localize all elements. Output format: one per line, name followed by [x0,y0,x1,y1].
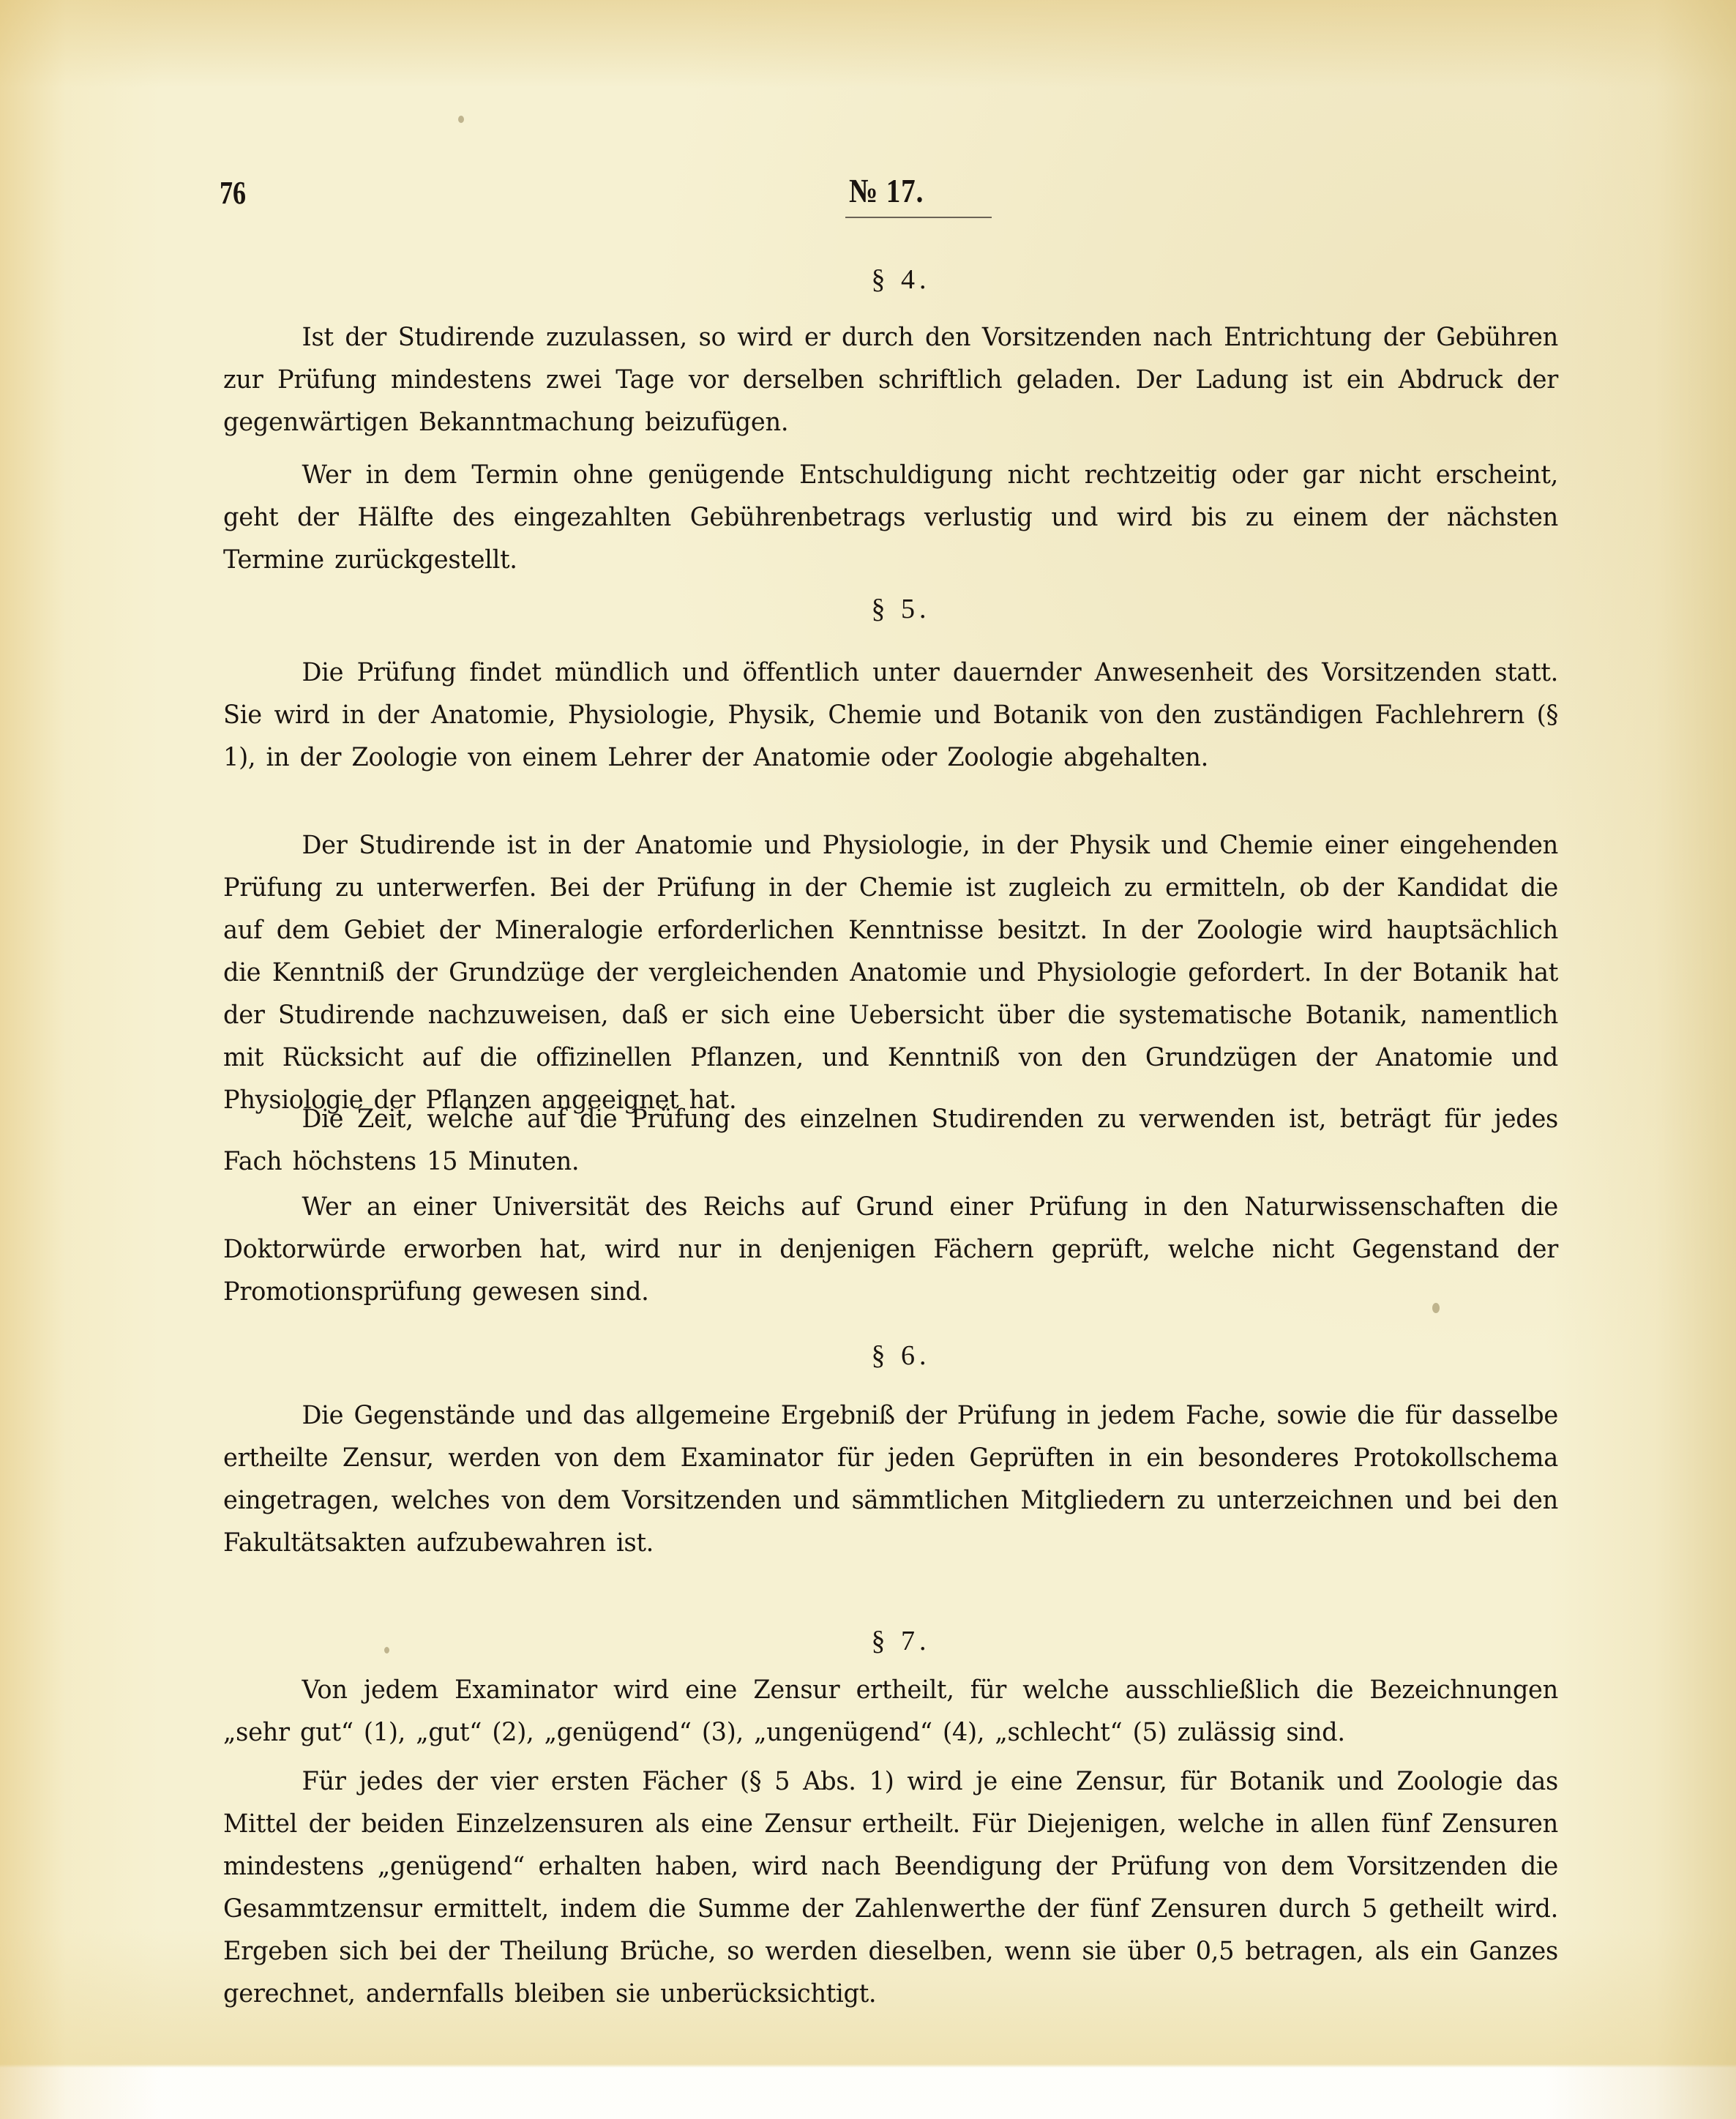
ink-spot [458,116,464,123]
issue-number: № 17. [849,172,924,209]
page-header [220,174,1610,225]
paragraph: Der Studirende ist in der Anatomie und Physiologie, in der Physik und Chemie einer eingehenden Prüfung zu unterwerfen. Bei der Prüfung in der Chemie ist zugleich zu ermitteln, ob der Kandidat die auf dem Gebiet der Mineralogie erforderlichen Kenntnisse besitzt. In der Zoologie wird hauptsächlich die Kenntniß der Grundzüge der vergleichenden Anatomie und Physiologie gefordert. In der Botanik hat der Studirende nachzuweisen, daß er sich eine Uebersicht über die systematische Botanik, namentlich mit Rücksicht auf die offizinellen Pflanzen, und Kenntniß von den Grundzügen der Anatomie und Physiologie der Pflanzen angeeignet hat. [223,831,1558,1115]
section-heading-6: § 6. [871,1340,931,1371]
paragraph: Ist der Studirende zuzulassen, so wird er durch den Vorsitzenden nach Entrichtung der Gebühren zur Prüfung mindestens zwei Tage vor derselben schriftlich geladen. Der Ladung ist ein Abdruck der gegenwärtigen Bekanntmachung beizufügen. [223,323,1558,437]
header-rule [845,217,992,218]
paragraph: Die Zeit, welche auf die Prüfung des einzelnen Studirenden zu verwenden ist, beträgt für jedes Fach höchstens 15 Minuten. [223,1105,1558,1176]
section-heading-4: § 4. [871,264,931,295]
paragraph: Von jedem Examinator wird eine Zensur ertheilt, für welche ausschließlich die Bezeichnungen „sehr gut“ (1), „gut“ (2), „genügend“ (3), „ungenügend“ (4), „schlecht“ (5) zulässig sind. [223,1675,1558,1747]
paragraph: Die Prüfung findet mündlich und öffentlich unter dauernder Anwesenheit des Vorsitzenden statt. Sie wird in der Anatomie, Physiologie, Physik, Chemie und Botanik von den zuständigen Fachlehrern (§ 1), in der Zoologie von einem Lehrer der Anatomie oder Zoologie abgehalten. [223,658,1558,772]
page-number: 76 [220,175,247,211]
section-heading-5: § 5. [871,594,931,624]
paragraph: Die Gegenstände und das allgemeine Ergebniß der Prüfung in jedem Fache, sowie die für dasselbe ertheilte Zensur, werden von dem Examinator für jeden Geprüften in ein besonderes Protokollschema eingetragen, welches von dem Vorsitzenden und sämmtlichen Mitgliedern zu unterzeichnen und bei den Fakultätsakten aufzubewahren ist. [223,1401,1558,1558]
paragraph: Für jedes der vier ersten Fächer (§ 5 Abs. 1) wird je eine Zensur, für Botanik und Zoologie das Mittel der beiden Einzelzensuren als eine Zensur ertheilt. Für Diejenigen, welche in allen fünf Zensuren mindestens „genügend“ erhalten haben, wird nach Beendigung der Prüfung von dem Vorsitzenden die Gesammtzensur ermittelt, indem die Summe der Zahlenwerthe der fünf Zensuren durch 5 getheilt wird. Ergeben sich bei der Theilung Brüche, so werden dieselben, wenn sie über 0,5 betragen, als ein Ganzes gerechnet, andernfalls bleiben sie unberücksichtigt. [223,1767,1558,2008]
section-heading-7: § 7. [871,1626,931,1656]
paragraph: Wer in dem Termin ohne genügende Entschuldigung nicht rechtzeitig oder gar nicht erscheint, geht der Hälfte des eingezahlten Gebührenbetrags verlustig und wird bis zu einem der nächsten Termine zurückgestellt. [223,460,1558,575]
paragraph: Wer an einer Universität des Reichs auf Grund einer Prüfung in den Naturwissenschaften die Doktorwürde erworben hat, wird nur in denjenigen Fächern geprüft, welche nicht Gegenstand der Promotionsprüfung gewesen sind. [223,1192,1558,1307]
